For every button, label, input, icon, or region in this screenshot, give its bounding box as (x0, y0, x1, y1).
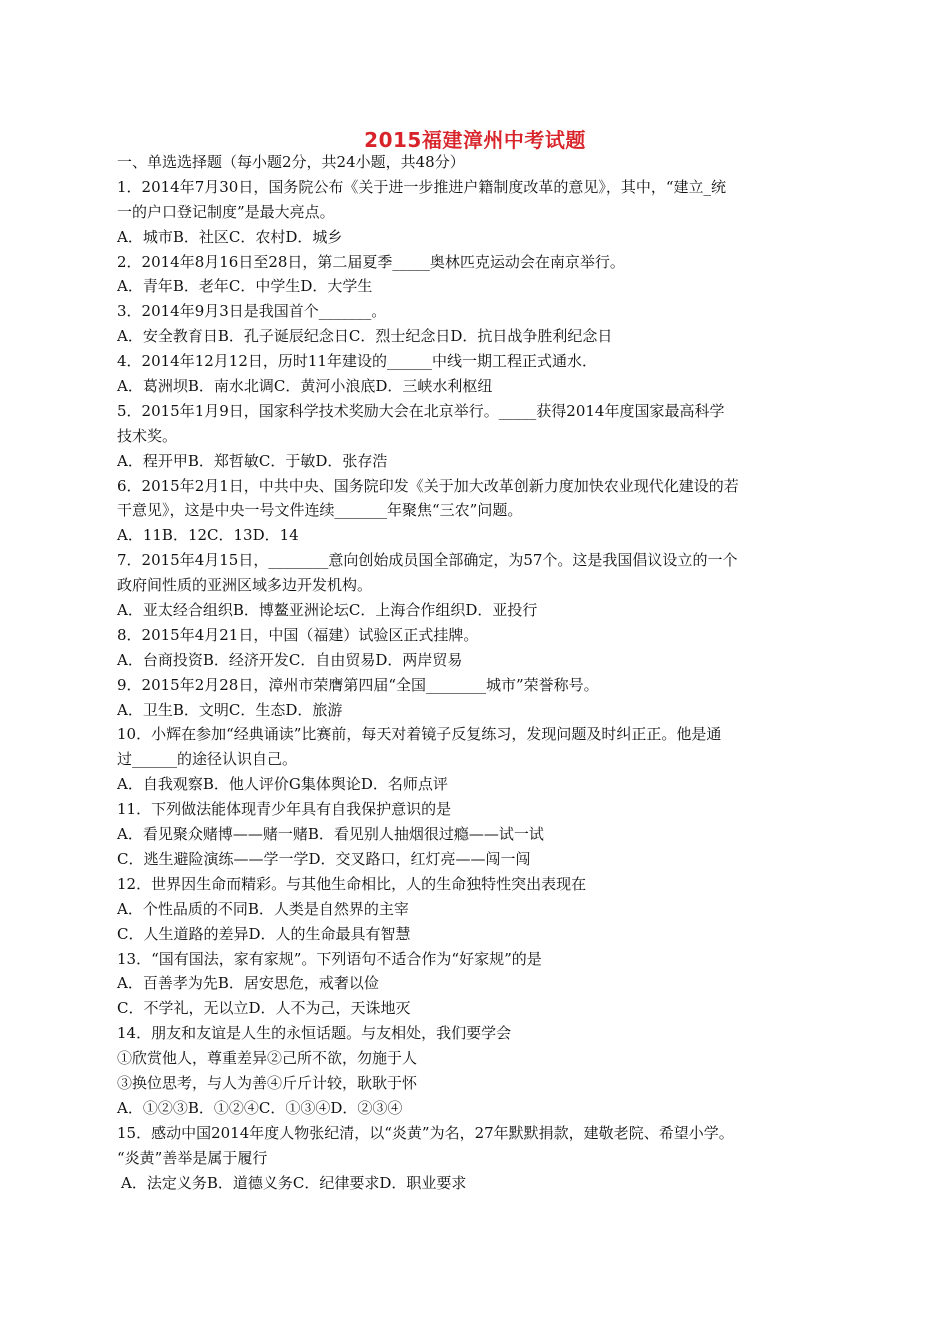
page-title: 2015福建漳州中考试题 (364, 128, 586, 152)
question-10-text: 10．小辉在参加“经典诵读”比赛前，每天对着镜子反复练习，发现问题及时纠正正。他是通 (117, 725, 722, 744)
question-8-text: 8．2015年4月21日，中国（福建）试验区正式挂牌。 (117, 625, 479, 644)
question-14-options: A．①②③B．①②④C．①③④D．②③④ (117, 1098, 403, 1117)
question-5-options: A．程开甲B．郑哲敏C．于敏D．张存浩 (117, 451, 388, 470)
question-5-text-cont: 技术奖。 (117, 426, 178, 445)
question-1-text-cont: 一的户口登记制度”是最大亮点。 (117, 202, 335, 221)
question-14-statements-12: ①欣赏他人，尊重差异②己所不欲，勿施于人 (117, 1049, 418, 1068)
question-5-text: 5．2015年1月9日，国家科学技术奖励大会在北京举行。_____获得2014年度国家最高科学 (117, 401, 725, 420)
question-11-options-cd: C．逃生避险演练——学一学D．交叉路口，红灯亮——闯一闯 (117, 849, 531, 868)
question-15-options: A．法定义务B．道德义务C．纪律要求D．职业要求 (121, 1173, 467, 1192)
question-3-text: 3．2014年9月3日是我国首个_______。 (117, 302, 387, 321)
question-14-text: 14．朋友和友谊是人生的永恒话题。与友相处，我们要学会 (117, 1024, 512, 1043)
question-12-options-ab: A．个性品质的不同B．人类是自然界的主宰 (117, 899, 409, 918)
question-12-text: 12．世界因生命而精彩。与其他生命相比，人的生命独特性突出表现在 (117, 874, 587, 893)
question-6-options: A．11B．12C．13D．14 (117, 526, 299, 545)
question-9-options: A．卫生B．文明C．生态D．旅游 (117, 700, 343, 719)
question-3-options: A．安全教育日B．孔子诞辰纪念日C．烈士纪念日D．抗日战争胜利纪念日 (117, 327, 613, 346)
question-body (117, 150, 817, 1195)
question-13-options-ab: A．百善孝为先B．居安思危，戒奢以俭 (117, 974, 379, 993)
question-1-options: A．城市B．社区C．农村D．城乡 (117, 227, 343, 246)
question-15-text: 15．感动中国2014年度人物张纪清，以“炎黄”为名，27年默默捐款，建敬老院、希望小学。 (117, 1123, 734, 1142)
question-10-options: A．自我观察B．他人评价G集体舆论D．名师点评 (117, 775, 448, 794)
question-8-options: A．台商投资B．经济开发C．自由贸易D．两岸贸易 (117, 650, 463, 669)
question-14-statements-34: ③换位思考，与人为善④斤斤计较，耿耿于怀 (117, 1073, 418, 1092)
question-7-text-cont: 政府间性质的亚洲区域多边开发机构。 (117, 576, 373, 595)
question-15-text-cont: “炎黄”善举是属于履行 (117, 1148, 268, 1167)
question-2-options: A．青年B．老年C．中学生D．大学生 (117, 277, 373, 296)
question-2-text: 2．2014年8月16日至28日，第二届夏季_____奥林匹克运动会在南京举行。 (117, 252, 625, 271)
question-12-options-cd: C．人生道路的差异D．人的生命最具有智慧 (117, 924, 411, 943)
question-4-options: A．葛洲坝B．南水北调C．黄河小浪底D．三峡水利枢纽 (117, 377, 493, 396)
section-heading: 一、单选选择题（每小题2分，共24小题，共48分） (117, 153, 465, 171)
question-11-options-ab: A．看见聚众赌博——赌一赌B．看见别人抽烟很过瘾——试一试 (117, 825, 544, 844)
question-6-text: 6．2015年2月1日，中共中央、国务院印发《关于加大改革创新力度加快农业现代化建设的若 (117, 476, 739, 495)
question-1-text: 1．2014年7月30日，国务院公布《关于进一步推进户籍制度改革的意见》，其中，“建立_统 (117, 177, 727, 196)
question-13-options-cd: C．不学礼，无以立D．人不为己，天诛地灭 (117, 999, 411, 1018)
question-10-text-cont: 过______的途径认识自己。 (117, 750, 298, 769)
question-7-text: 7．2015年4月15日，________意向创始成员国全部确定，为57个。这是我国倡议设立的一个 (117, 551, 738, 570)
question-13-text: 13．“国有国法，家有家规”。下列语句不适合作为“好家规”的是 (117, 949, 542, 968)
question-9-text: 9．2015年2月28日，漳州市荣膺第四届“全国________城市”荣誉称号。 (117, 675, 599, 694)
question-6-text-cont: 干意见》，这是中央一号文件连续_______年聚焦“三农”问题。 (117, 501, 523, 520)
question-7-options: A．亚太经合组织B．博鳌亚洲论坛C．上海合作组织D．亚投行 (117, 601, 538, 620)
question-4-text: 4．2014年12月12日，历时11年建设的______中线一期工程正式通水． (117, 352, 597, 371)
question-11-text: 11．下列做法能体现青少年具有自我保护意识的是 (117, 800, 452, 819)
